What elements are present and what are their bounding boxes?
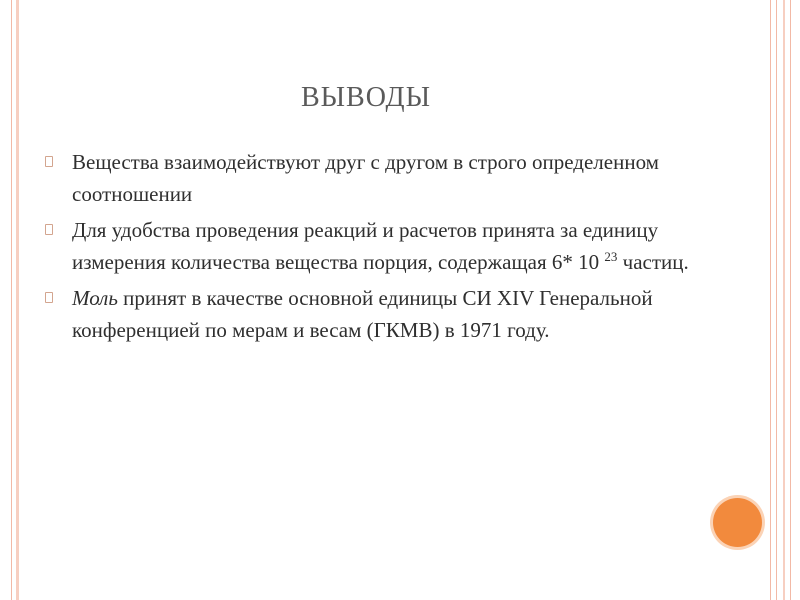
frame-line-right-1 (770, 0, 771, 600)
italic-term: Моль (72, 286, 118, 310)
bullet-marker-icon (45, 292, 53, 303)
frame-line-right-4 (790, 0, 791, 600)
bullet-marker-icon (45, 156, 53, 167)
bullet-list (45, 146, 705, 350)
bullet-item-3 (45, 282, 705, 346)
frame-line-right-3 (783, 0, 785, 600)
frame-line-right-2 (776, 0, 777, 600)
bullet-text: Для удобства проведения реакций и расчетов принята за единицу измерения количества вещества порция, содержащая 6* 10 (72, 218, 659, 274)
decorative-circle (713, 498, 762, 547)
exponent: 23 (604, 249, 618, 264)
bullet-marker-icon (45, 224, 53, 235)
bullet-text: Вещества взаимодействуют друг с другом в строго определенном соотношении (72, 150, 659, 206)
slide-title: ВЫВОДЫ (300, 82, 432, 113)
bullet-item-2 (45, 214, 705, 278)
bullet-text: принят в качестве основной единицы СИ XIV Генеральной конференцией по мерам и весам (ГКМВ) в 1971 году. (72, 286, 653, 342)
bullet-text-end: частиц. (617, 250, 689, 274)
bullet-item-1 (45, 146, 705, 210)
